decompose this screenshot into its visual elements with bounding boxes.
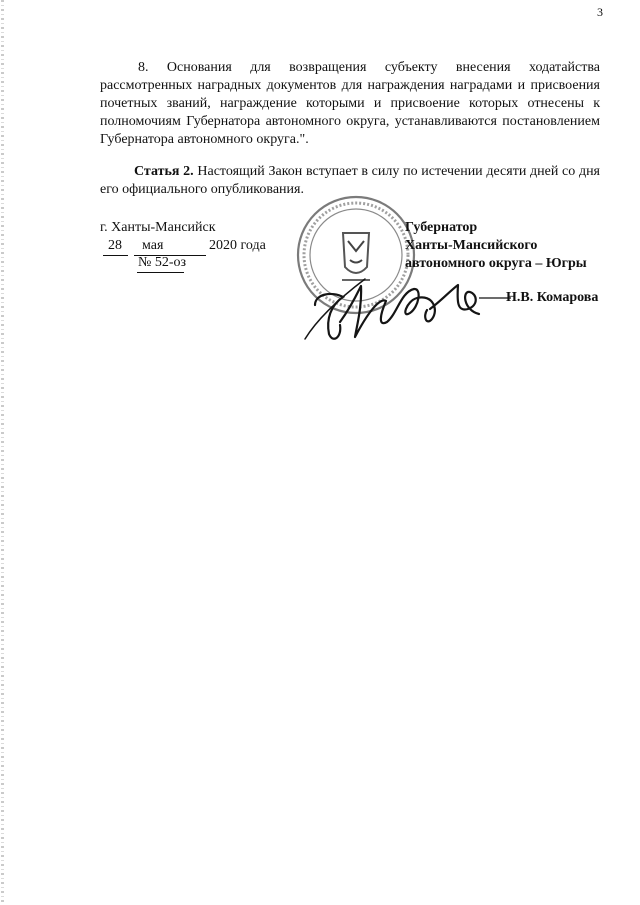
signature-icon (293, 267, 517, 345)
article-2-text: Настоящий Закон вступает в силу по истечении десяти дней со дня его официального опубликования. (100, 164, 600, 197)
law-number: № 52-оз (138, 255, 187, 270)
paragraph-8: 8. Основания для возвращения субъекту внесения ходатайства рассмотренных наградных документов для награждения наградами и присвоения почетных званий, награждение которыми и присвоение которых отнесены к полномочиям Губернатора автономного округа, устанавливаются постановлением Губернатора автономного округа.". (100, 60, 600, 147)
signing-month: мая (142, 238, 164, 253)
governor-line-3: автономного округа – Югры (405, 256, 587, 271)
governor-line-1: Губернатор (405, 220, 478, 235)
governor-title-block (405, 219, 605, 273)
signing-day-underline (103, 255, 128, 256)
signature-stroke-2 (340, 286, 435, 337)
law-number-underline (137, 272, 184, 273)
seal-emblem-detail (348, 241, 364, 263)
governor-line-2: Ханты-Мансийского (405, 238, 538, 253)
page-number: 3 (597, 5, 603, 19)
governor-name: Н.В. Комарова (506, 290, 599, 305)
article-2-title: Статья 2. (134, 164, 194, 179)
signing-year: 2020 года (209, 238, 266, 253)
scan-edge (1, 0, 4, 905)
signing-city: г. Ханты-Мансийск (100, 220, 216, 235)
signing-day: 28 (108, 238, 122, 253)
signing-date (103, 237, 285, 257)
signature-stroke-3 (430, 285, 479, 314)
